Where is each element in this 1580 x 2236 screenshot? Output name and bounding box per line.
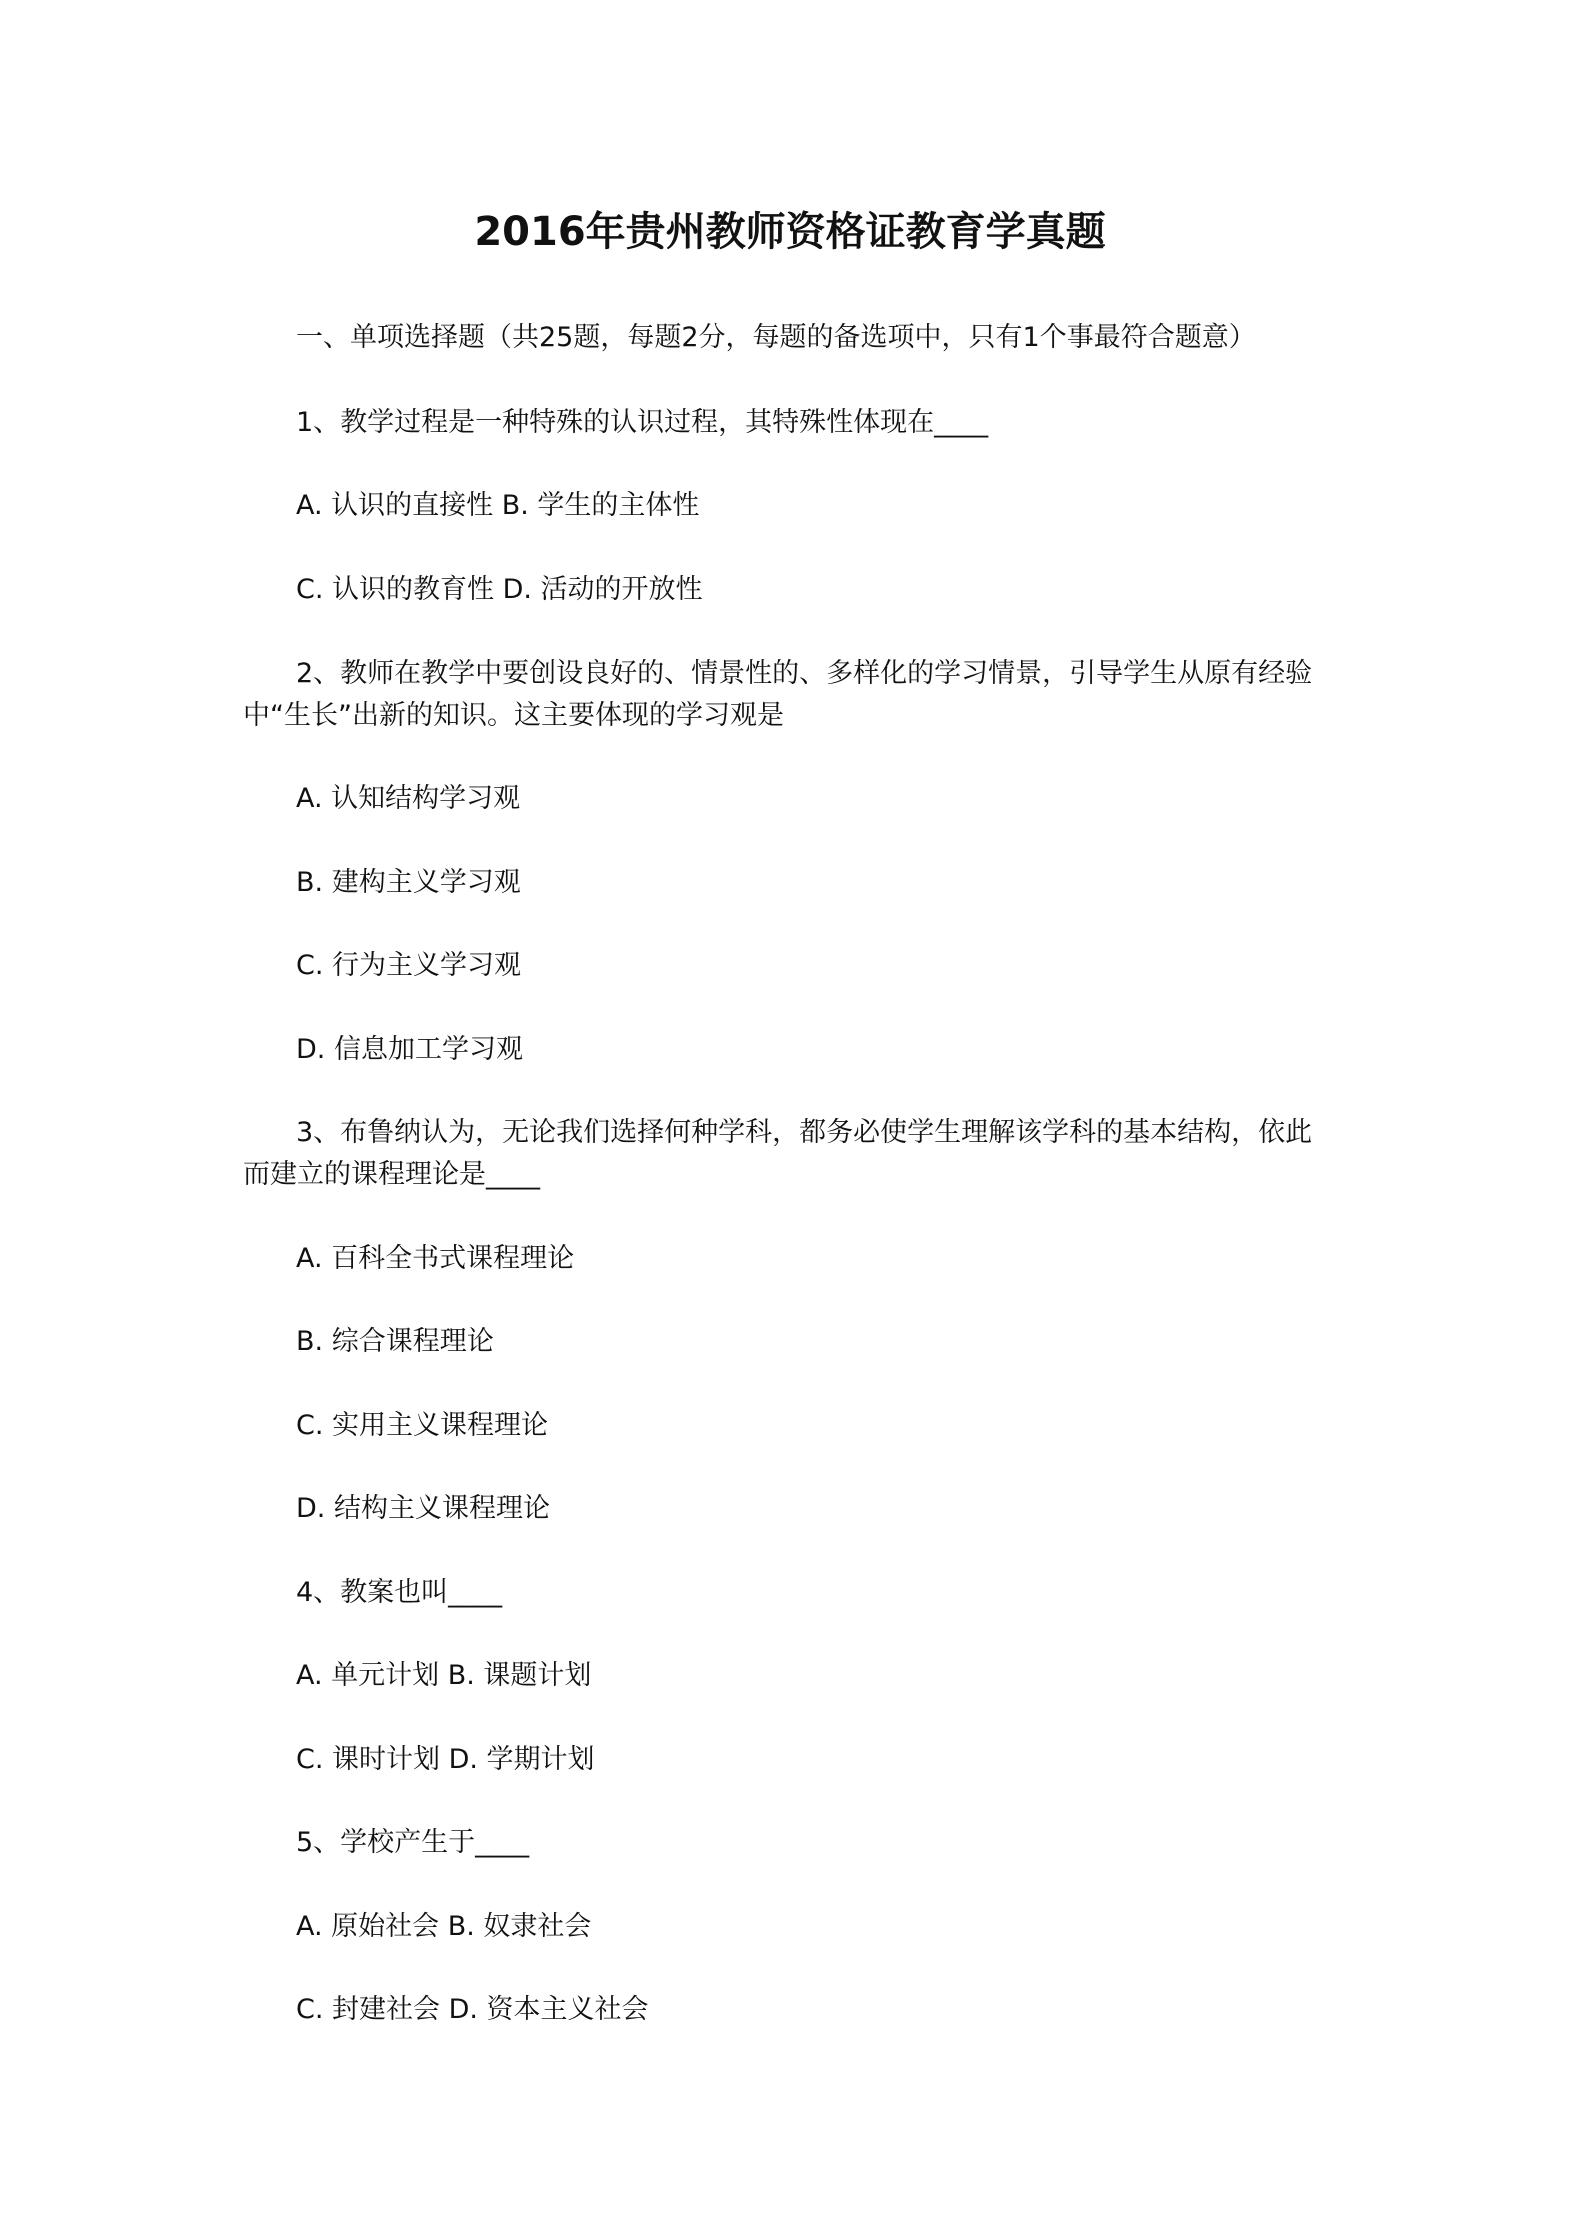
question-4-option-line: C. 课时计划 D. 学期计划: [296, 1744, 595, 1775]
question-2-option-d: D. 信息加工学习观: [296, 1034, 523, 1065]
question-3-option-c: C. 实用主义课程理论: [296, 1410, 549, 1441]
question-2-stem-continued: 中“生长”出新的知识。这主要体现的学习观是: [243, 700, 784, 731]
question-3-option-d: D. 结构主义课程理论: [296, 1493, 550, 1524]
section-heading: 一、单项选择题（共25题，每题2分，每题的备选项中，只有1个事最符合题意）: [296, 322, 1256, 353]
question-3-option-b: B. 综合课程理论: [296, 1326, 494, 1357]
question-1-option-line: C. 认识的教育性 D. 活动的开放性: [296, 574, 703, 605]
question-4-option-line: A. 单元计划 B. 课题计划: [296, 1660, 592, 1691]
question-2-option-b: B. 建构主义学习观: [296, 867, 521, 898]
question-1-stem: 1、教学过程是一种特殊的认识过程，其特殊性体现在____: [296, 407, 989, 438]
question-5-option-line: C. 封建社会 D. 资本主义社会: [296, 1994, 649, 2025]
question-5-option-line: A. 原始社会 B. 奴隶社会: [296, 1911, 592, 1942]
question-5-stem: 5、学校产生于____: [296, 1827, 530, 1858]
question-1-option-line: A. 认识的直接性 B. 学生的主体性: [296, 490, 700, 521]
question-2-option-c: C. 行为主义学习观: [296, 950, 522, 981]
question-2-stem: 2、教师在教学中要创设良好的、情景性的、多样化的学习情景，引导学生从原有经验: [296, 658, 1313, 689]
question-3-stem-continued: 而建立的课程理论是____: [243, 1159, 540, 1190]
question-4-stem: 4、教案也叫____: [296, 1577, 503, 1608]
question-3-option-a: A. 百科全书式课程理论: [296, 1243, 575, 1274]
question-3-stem: 3、布鲁纳认为，无论我们选择何种学科，都务必使学生理解该学科的基本结构，依此: [296, 1117, 1313, 1148]
question-2-option-a: A. 认知结构学习观: [296, 783, 521, 814]
page-title: 2016年贵州教师资格证教育学真题: [474, 209, 1106, 255]
